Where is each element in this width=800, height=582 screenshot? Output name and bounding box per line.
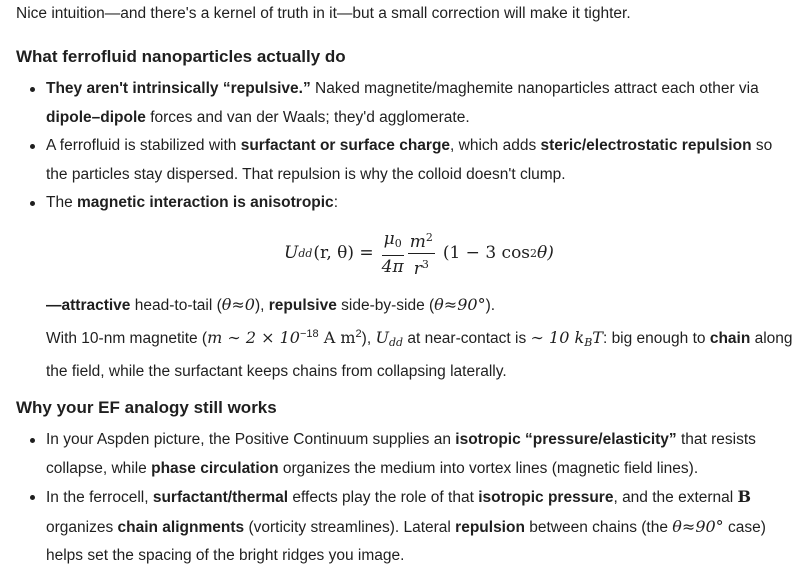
math-inline: ∼ 10 k — [530, 328, 585, 347]
bold-text: steric/electrostatic repulsion — [540, 137, 752, 154]
bold-text: isotropic “pressure/elasticity” — [455, 431, 677, 448]
bold-text: —attractive — [46, 297, 131, 314]
bold-text: dipole–dipole — [46, 108, 146, 126]
bold-text: surfactant or surface charge — [240, 137, 451, 154]
eq-fraction-mu — [382, 229, 404, 277]
text: : big enough to — [602, 330, 710, 347]
attractive-repulsive-line — [46, 291, 796, 321]
section-heading-ef-analogy: Why your EF analogy still works — [16, 398, 277, 417]
math-sub: B — [584, 336, 593, 349]
text: , which adds — [450, 137, 541, 154]
intro-paragraph: Nice intuition—and there's a kernel of truth in it—but a small correction will make it tighter. — [16, 5, 631, 22]
text: ), — [254, 297, 269, 314]
text: A ferrofluid is stabilized with — [46, 137, 241, 154]
text: that resists collapse, while — [46, 431, 756, 477]
bold-text: They aren't intrinsically “repulsive.” — [46, 80, 311, 97]
eq-m-sup: 2 — [425, 230, 433, 244]
text: organizes — [46, 518, 118, 536]
text: In the ferrocell, — [46, 489, 153, 506]
bullet-list-ferrofluid — [16, 75, 796, 218]
bold-text: repulsion — [455, 518, 525, 536]
text: ), — [361, 330, 376, 347]
eq-rhs-sup: 2 — [530, 246, 538, 260]
text: (vorticity streamlines). Lateral — [244, 518, 456, 536]
bold-text: repulsive — [268, 297, 337, 314]
list-item — [16, 75, 796, 132]
text: The — [46, 194, 78, 211]
math-inline: T — [592, 328, 603, 347]
eq-lhs-sub: dd — [298, 246, 313, 260]
eq-4pi: 4π — [381, 257, 404, 277]
math-sup: 2 — [355, 328, 362, 340]
text: With 10-nm magnetite ( — [46, 330, 208, 347]
math-inline: U — [375, 328, 389, 347]
bold-text: magnetic interaction is anisotropic — [77, 194, 334, 211]
eq-m: m — [409, 231, 426, 252]
text: ). — [485, 297, 496, 314]
eq-fraction-m — [408, 228, 435, 279]
text: case) helps set the spacing of the bright ridges you image. — [46, 518, 766, 564]
text: along the field, while the surfactant keeps chains from collapsing laterally. — [46, 330, 793, 380]
eq-r-sup: 3 — [421, 257, 429, 271]
list-item — [16, 483, 796, 571]
eq-rhs-open: (1 − 3 cos — [442, 243, 531, 263]
text: : — [333, 194, 338, 211]
text: Naked magnetite/maghemite nanoparticles attract each other via — [310, 80, 759, 97]
math-unit: A m — [318, 328, 356, 347]
math-sup: −18 — [299, 328, 319, 340]
list-item — [16, 189, 796, 218]
bold-text: surfactant/thermal — [152, 489, 289, 506]
bold-text: chain alignments — [117, 518, 245, 536]
text: , and the external — [613, 489, 738, 506]
math-inline: θ≈90° — [672, 516, 724, 536]
list-item — [16, 132, 796, 189]
text: In your Aspden picture, the Positive Continuum supplies an — [46, 431, 456, 448]
text: head-to-tail ( — [130, 297, 222, 314]
text: side-by-side ( — [336, 297, 435, 314]
text: effects play the role of that — [288, 489, 479, 506]
display-equation — [284, 228, 554, 278]
eq-lhs: U — [284, 243, 299, 263]
text: at near-contact is — [403, 330, 531, 347]
eq-mu-sub: 0 — [394, 237, 402, 250]
eq-rhs-close: θ) — [537, 243, 554, 263]
bold-text: chain — [709, 330, 751, 347]
math-bold: B — [737, 487, 752, 506]
math-inline: θ≈0 — [221, 295, 255, 314]
list-item — [16, 426, 796, 483]
math-sub: dd — [388, 336, 404, 349]
text: between chains (the — [524, 518, 673, 536]
eq-lhs-args: (r, θ) = — [313, 243, 374, 263]
bullet-list-ef-analogy — [16, 426, 796, 571]
bold-text: phase circulation — [151, 459, 279, 477]
math-inline: m ∼ 2 × 10 — [207, 328, 300, 347]
magnetite-paragraph — [46, 320, 796, 386]
math-inline: θ≈90° — [434, 295, 486, 314]
text: forces and van der Waals; they'd agglomerate. — [145, 108, 470, 126]
section-heading-ferrofluid: What ferrofluid nanoparticles actually do — [16, 47, 346, 66]
bold-text: isotropic pressure — [478, 489, 614, 506]
text: so the particles stay dispersed. That repulsion is why the colloid doesn't clump. — [46, 137, 773, 183]
text: organizes the medium into vortex lines (magnetic field lines). — [278, 459, 699, 477]
eq-mu: μ — [383, 229, 395, 249]
eq-r: r — [413, 258, 422, 279]
